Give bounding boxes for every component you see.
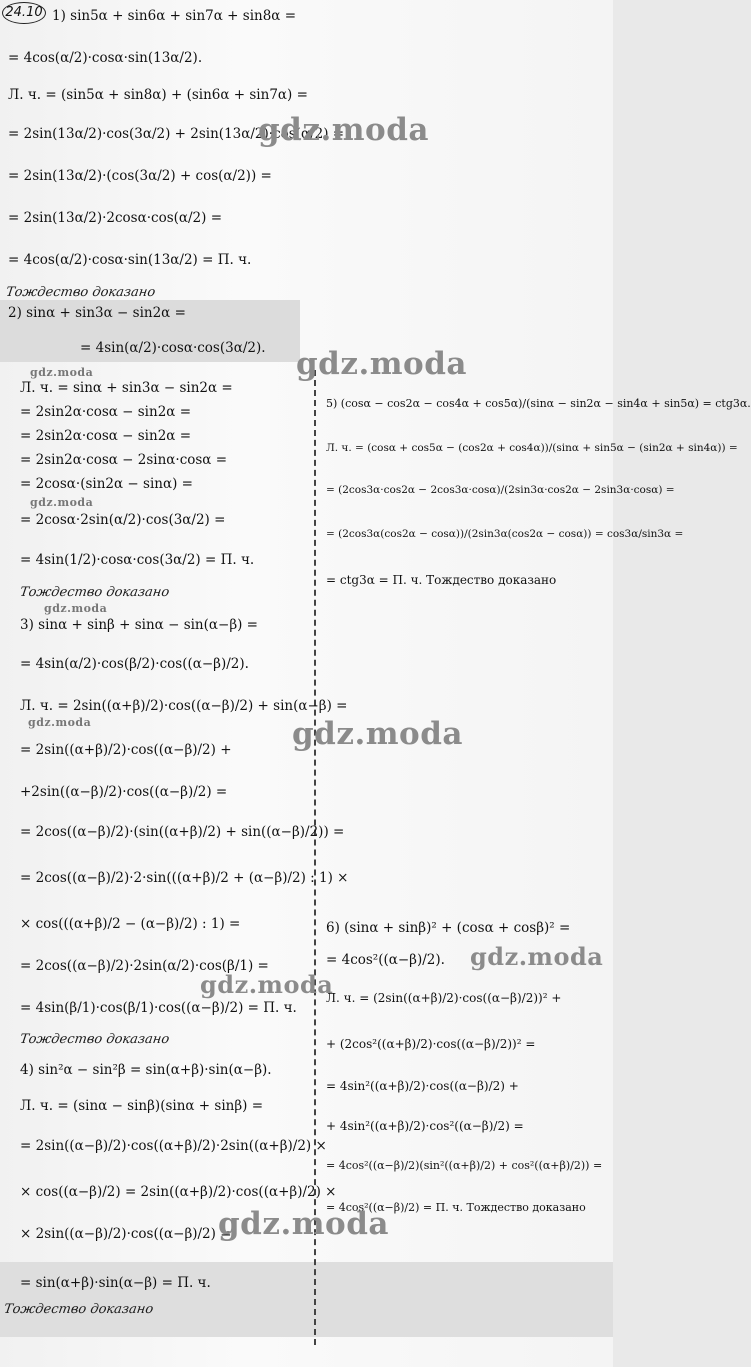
- left-line-14: = 2cosα·(sin2α − sinα) =: [20, 476, 193, 492]
- watermark-small: gdz.moda: [28, 716, 92, 729]
- right-line-2: = (2cos3α·cos2α − 2cos3α·cosα)/(2sin3α·cos2α − 2sin3α·cosα) =: [326, 484, 675, 496]
- left-line-2: Л. ч. = (sin5α + sin8α) + (sin6α + sin7α) =: [8, 87, 308, 103]
- left-line-0: 1) sin5α + sin6α + sin7α + sin8α =: [52, 8, 297, 24]
- right-line-7: Л. ч. = (2sin((α+β)/2)·cos((α−β)/2))² +: [326, 991, 562, 1005]
- watermark-small: gdz.moda: [30, 496, 94, 509]
- left-line-21: = 2sin((α+β)/2)·cos((α−β)/2) +: [20, 742, 232, 758]
- left-line-13: = 2sin2α·cosα − 2sinα·cosα =: [20, 452, 228, 468]
- right-line-4: = ctg3α = П. ч. Тождество доказано: [326, 573, 557, 587]
- left-hw-4: Тождество доказано: [2, 1302, 155, 1317]
- left-line-9: = 4sin(α/2)·cosα·cos(3α/2).: [80, 340, 266, 356]
- left-line-6: = 4cos(α/2)·cosα·sin(13α/2) = П. ч.: [8, 252, 252, 268]
- left-line-29: 4) sin²α − sin²β = sin(α+β)·sin(α−β).: [20, 1062, 272, 1078]
- left-line-30: Л. ч. = (sinα − sinβ)(sinα + sinβ) =: [20, 1098, 264, 1114]
- shaded-band-bottom: [0, 1262, 613, 1337]
- left-line-27: = 4sin(β/1)·cos(β/1)·cos((α−β)/2) = П. ч.: [20, 1000, 297, 1016]
- left-line-15: = 2cosα·2sin(α/2)·cos(3α/2) =: [20, 512, 226, 528]
- left-line-19: = 4sin(α/2)·cos(β/2)·cos((α−β)/2).: [20, 656, 249, 672]
- left-hw-3: Тождество доказано: [18, 1032, 171, 1047]
- watermark: gdz.moda: [200, 970, 334, 999]
- right-line-9: = 4sin²((α+β)/2)·cos((α−β)/2) +: [326, 1079, 519, 1093]
- left-line-3: = 2sin(13α/2)·cos(3α/2) + 2sin(13α/2)·cos(α/2) =: [8, 126, 345, 142]
- left-hw-2: Тождество доказано: [18, 585, 171, 600]
- watermark: gdz.moda: [218, 1206, 389, 1242]
- left-line-25: × cos(((α+β)/2 − (α−β)/2) : 1) =: [20, 916, 241, 932]
- left-line-8: 2) sinα + sin3α − sin2α =: [8, 305, 186, 321]
- right-line-0: 5) (cosα − cos2α − cos4α + cos5α)/(sinα − sin2α − sin4α + sin5α) = ctg3α.: [326, 397, 751, 410]
- right-line-10: + 4sin²((α+β)/2)·cos²((α−β)/2) =: [326, 1119, 524, 1133]
- right-line-12: = 4cos²((α−β)/2) = П. ч. Тождество доказано: [326, 1201, 586, 1214]
- left-line-18: 3) sinα + sinβ + sinα − sin(α−β) =: [20, 617, 258, 633]
- left-line-26: = 2cos((α−β)/2)·2sin(α/2)·cos(β/1) =: [20, 958, 269, 974]
- task-number: 24.10: [2, 2, 46, 24]
- right-line-6: = 4cos²((α−β)/2).: [326, 952, 445, 968]
- left-line-12: = 2sin2α·cosα − sin2α =: [20, 428, 192, 444]
- left-hw-1: Тождество доказано: [4, 285, 157, 300]
- right-line-1: Л. ч. = (cosα + cos5α − (cos2α + cos4α))/(sinα + sin5α − (sin2α + sin4α)) =: [326, 442, 738, 454]
- left-line-1: = 4cos(α/2)·cosα·sin(13α/2).: [8, 50, 203, 66]
- left-line-31: = 2sin((α−β)/2)·cos((α+β)/2)·2sin((α+β)/2) ×: [20, 1138, 327, 1154]
- left-line-5: = 2sin(13α/2)·2cosα·cos(α/2) =: [8, 210, 223, 226]
- left-line-22: +2sin((α−β)/2)·cos((α−β)/2) =: [20, 784, 228, 800]
- left-line-23: = 2cos((α−β)/2)·(sin((α+β)/2) + sin((α−β)/2)) =: [20, 824, 345, 840]
- right-line-11: = 4cos²((α−β)/2)(sin²((α+β)/2) + cos²((α+β)/2)) =: [326, 1159, 603, 1172]
- left-line-10: Л. ч. = sinα + sin3α − sin2α =: [20, 380, 233, 396]
- right-line-5: 6) (sinα + sinβ)² + (cosα + cosβ)² =: [326, 920, 571, 936]
- left-line-34: = sin(α+β)·sin(α−β) = П. ч.: [20, 1275, 211, 1291]
- left-line-24: = 2cos((α−β)/2)·2·sin(((α+β)/2 + (α−β)/2) : 1) ×: [20, 870, 349, 886]
- left-line-32: × cos((α−β)/2) = 2sin((α+β)/2)·cos((α+β)/2) ×: [20, 1184, 337, 1200]
- left-line-33: × 2sin((α−β)/2)·cos((α−β)/2) =: [20, 1226, 232, 1242]
- right-line-8: + (2cos²((α+β)/2)·cos((α−β)/2))² =: [326, 1037, 536, 1051]
- right-line-3: = (2cos3α(cos2α − cosα))/(2sin3α(cos2α − cosα)) = cos3α/sin3α =: [326, 528, 684, 540]
- left-line-20: Л. ч. = 2sin((α+β)/2)·cos((α−β)/2) + sin(α−β) =: [20, 698, 348, 714]
- left-line-4: = 2sin(13α/2)·(cos(3α/2) + cos(α/2)) =: [8, 168, 272, 184]
- watermark: gdz.moda: [258, 112, 429, 148]
- watermark: gdz.moda: [296, 346, 467, 382]
- watermark-small: gdz.moda: [30, 366, 94, 379]
- left-line-11: = 2sin2α·cosα − sin2α =: [20, 404, 192, 420]
- left-line-16: = 4sin(1/2)·cosα·cos(3α/2) = П. ч.: [20, 552, 255, 568]
- watermark: gdz.moda: [470, 942, 604, 971]
- watermark: gdz.moda: [292, 716, 463, 752]
- watermark-small: gdz.moda: [44, 602, 108, 615]
